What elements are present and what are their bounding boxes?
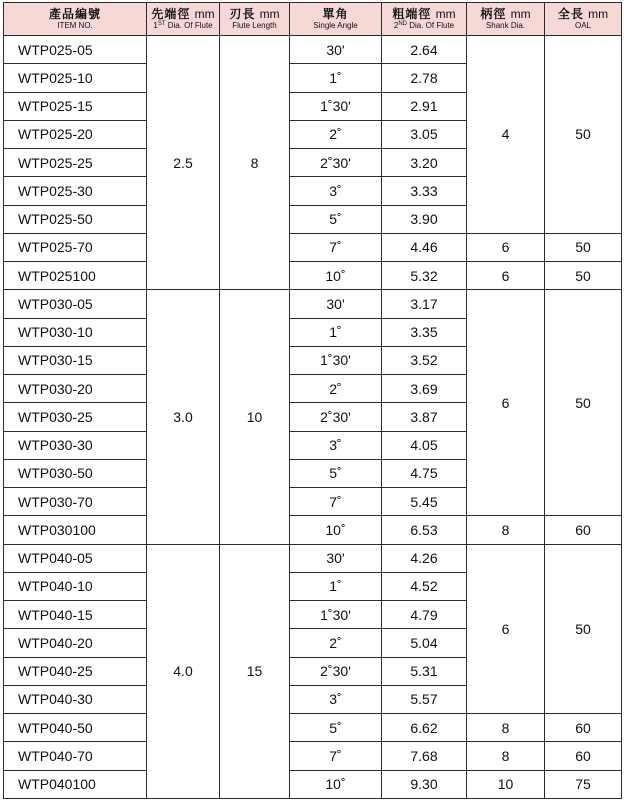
item-no-cell: WTP030-05	[4, 290, 147, 318]
shank-dia-cell: 4	[467, 36, 545, 234]
table-row	[4, 544, 622, 572]
second-dia-cell: 5.45	[382, 488, 467, 516]
oal-cell: 50	[545, 544, 622, 714]
header-row	[4, 3, 622, 36]
first-dia-cell: 4.0	[147, 544, 220, 798]
shank-dia-cell: 6	[467, 262, 545, 290]
second-dia-cell: 3.52	[382, 346, 467, 374]
single-angle-cell: 2˚30'	[290, 657, 382, 685]
header-first-dia: 先端徑 mm 1ST Dia. Of Flute	[147, 3, 220, 36]
second-dia-cell: 6.53	[382, 516, 467, 544]
second-dia-cell: 4.05	[382, 431, 467, 459]
single-angle-cell: 3˚	[290, 431, 382, 459]
item-no-cell: WTP040-70	[4, 742, 147, 770]
oal-cell: 50	[545, 233, 622, 261]
single-angle-cell: 5˚	[290, 714, 382, 742]
single-angle-cell: 2˚	[290, 629, 382, 657]
second-dia-cell: 5.31	[382, 657, 467, 685]
oal-cell: 60	[545, 742, 622, 770]
item-no-cell: WTP030-15	[4, 346, 147, 374]
second-dia-cell: 3.87	[382, 403, 467, 431]
first-dia-cell: 3.0	[147, 290, 220, 544]
item-no-cell: WTP025-10	[4, 64, 147, 92]
flute-length-cell: 10	[220, 290, 290, 544]
header-second-dia: 粗端徑 mm 2ND Dia. Of Flute	[382, 3, 467, 36]
second-dia-cell: 6.62	[382, 714, 467, 742]
single-angle-cell: 7˚	[290, 488, 382, 516]
single-angle-cell: 10˚	[290, 262, 382, 290]
shank-dia-cell: 8	[467, 742, 545, 770]
item-no-cell: WTP025-05	[4, 36, 147, 64]
header-shank-dia: 柄徑 mm Shank Dia.	[467, 3, 545, 36]
shank-dia-cell: 8	[467, 516, 545, 544]
header-flute-length: 刃長 mm Flute Length	[220, 3, 290, 36]
item-no-cell: WTP025-70	[4, 233, 147, 261]
second-dia-cell: 3.17	[382, 290, 467, 318]
second-dia-cell: 2.78	[382, 64, 467, 92]
second-dia-cell: 3.05	[382, 120, 467, 148]
item-no-cell: WTP040-05	[4, 544, 147, 572]
item-no-cell: WTP040-20	[4, 629, 147, 657]
oal-cell: 50	[545, 290, 622, 516]
second-dia-cell: 4.79	[382, 601, 467, 629]
second-dia-cell: 4.52	[382, 572, 467, 600]
item-no-cell: WTP040-15	[4, 601, 147, 629]
second-dia-cell: 3.35	[382, 318, 467, 346]
shank-dia-cell: 6	[467, 290, 545, 516]
single-angle-cell: 2˚	[290, 375, 382, 403]
single-angle-cell: 10˚	[290, 770, 382, 798]
oal-cell: 60	[545, 714, 622, 742]
oal-cell: 60	[545, 516, 622, 544]
second-dia-cell: 3.33	[382, 177, 467, 205]
second-dia-cell: 3.20	[382, 149, 467, 177]
single-angle-cell: 2˚30'	[290, 149, 382, 177]
single-angle-cell: 1˚30'	[290, 92, 382, 120]
second-dia-cell: 4.46	[382, 233, 467, 261]
second-dia-cell: 4.26	[382, 544, 467, 572]
second-dia-cell: 2.64	[382, 36, 467, 64]
table-row	[4, 233, 622, 261]
item-no-cell: WTP040100	[4, 770, 147, 798]
oal-cell: 50	[545, 36, 622, 234]
table-row	[4, 290, 622, 318]
header-single-angle: 單角 Single Angle	[290, 3, 382, 36]
flute-length-cell: 15	[220, 544, 290, 798]
single-angle-cell: 7˚	[290, 742, 382, 770]
single-angle-cell: 10˚	[290, 516, 382, 544]
item-no-cell: WTP040-30	[4, 685, 147, 713]
header-oal: 全長 mm OAL	[545, 3, 622, 36]
oal-cell: 75	[545, 770, 622, 798]
table-row	[4, 714, 622, 742]
flute-length-cell: 8	[220, 36, 290, 290]
item-no-cell: WTP025-15	[4, 92, 147, 120]
oal-cell: 50	[545, 262, 622, 290]
item-no-cell: WTP025-30	[4, 177, 147, 205]
item-no-cell: WTP030-10	[4, 318, 147, 346]
second-dia-cell: 9.30	[382, 770, 467, 798]
single-angle-cell: 1˚	[290, 64, 382, 92]
shank-dia-cell: 6	[467, 544, 545, 714]
single-angle-cell: 5˚	[290, 459, 382, 487]
table-row	[4, 516, 622, 544]
first-dia-cell: 2.5	[147, 36, 220, 290]
second-dia-cell: 5.57	[382, 685, 467, 713]
single-angle-cell: 1˚30'	[290, 346, 382, 374]
item-no-cell: WTP025-25	[4, 149, 147, 177]
item-no-cell: WTP030-50	[4, 459, 147, 487]
second-dia-cell: 2.91	[382, 92, 467, 120]
shank-dia-cell: 6	[467, 233, 545, 261]
item-no-cell: WTP030-20	[4, 375, 147, 403]
second-dia-cell: 4.75	[382, 459, 467, 487]
table-row	[4, 262, 622, 290]
item-no-cell: WTP030-25	[4, 403, 147, 431]
second-dia-cell: 3.90	[382, 205, 467, 233]
single-angle-cell: 30'	[290, 36, 382, 64]
second-dia-cell: 5.04	[382, 629, 467, 657]
item-no-cell: WTP040-50	[4, 714, 147, 742]
single-angle-cell: 2˚	[290, 120, 382, 148]
shank-dia-cell: 8	[467, 714, 545, 742]
spec-table	[3, 2, 622, 799]
single-angle-cell: 30'	[290, 544, 382, 572]
item-no-cell: WTP025-50	[4, 205, 147, 233]
header-item-no: 產品編號 ITEM NO.	[4, 3, 147, 36]
spec-table-body	[4, 36, 622, 799]
item-no-cell: WTP040-10	[4, 572, 147, 600]
item-no-cell: WTP040-25	[4, 657, 147, 685]
single-angle-cell: 2˚30'	[290, 403, 382, 431]
single-angle-cell: 1˚30'	[290, 601, 382, 629]
single-angle-cell: 1˚	[290, 572, 382, 600]
single-angle-cell: 3˚	[290, 177, 382, 205]
shank-dia-cell: 10	[467, 770, 545, 798]
item-no-cell: WTP030-30	[4, 431, 147, 459]
second-dia-cell: 5.32	[382, 262, 467, 290]
second-dia-cell: 7.68	[382, 742, 467, 770]
table-row	[4, 742, 622, 770]
single-angle-cell: 5˚	[290, 205, 382, 233]
single-angle-cell: 3˚	[290, 685, 382, 713]
table-row	[4, 36, 622, 64]
second-dia-cell: 3.69	[382, 375, 467, 403]
table-row	[4, 770, 622, 798]
item-no-cell: WTP030-70	[4, 488, 147, 516]
single-angle-cell: 30'	[290, 290, 382, 318]
item-no-cell: WTP030100	[4, 516, 147, 544]
single-angle-cell: 7˚	[290, 233, 382, 261]
single-angle-cell: 1˚	[290, 318, 382, 346]
item-no-cell: WTP025100	[4, 262, 147, 290]
item-no-cell: WTP025-20	[4, 120, 147, 148]
